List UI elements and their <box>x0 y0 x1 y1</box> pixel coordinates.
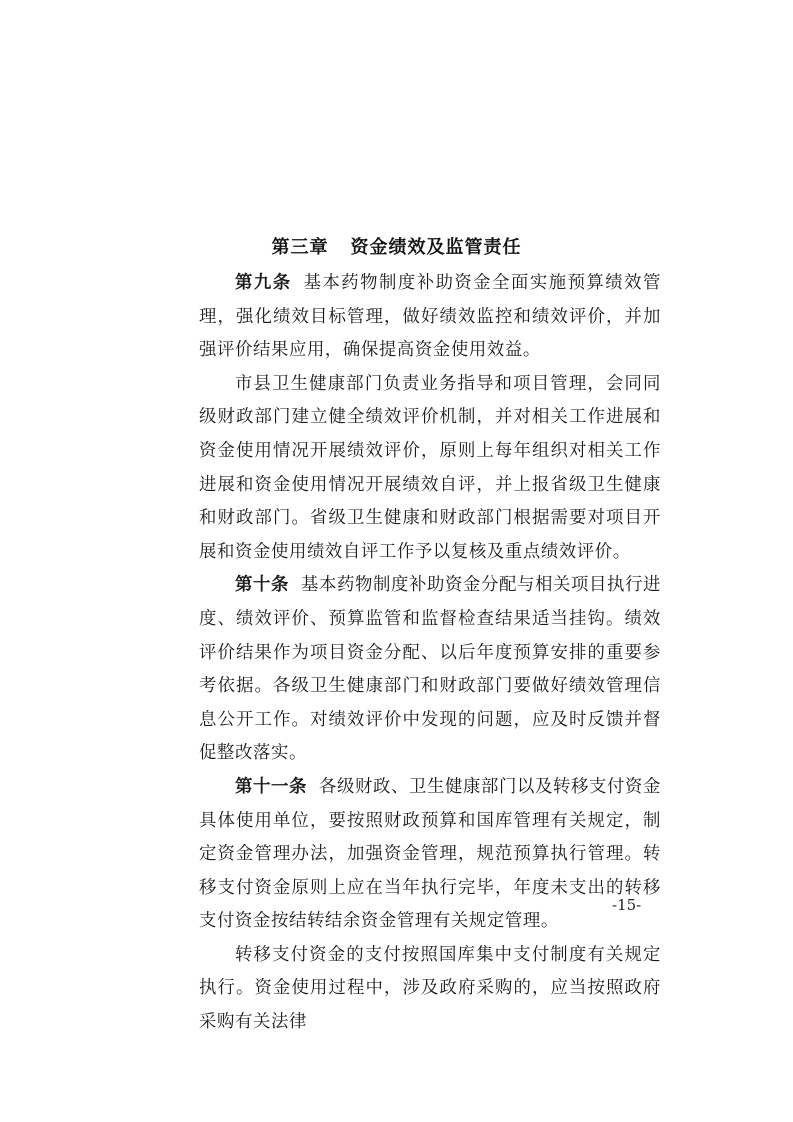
article-body <box>199 267 661 1040</box>
chapter-number: 第三章 <box>271 237 329 258</box>
paragraph-text: 基本药物制度补助资金全面实施预算绩效管理，强化绩效目标管理，做好绩效监控和绩效评价，并加强评价结果应用，确保提高资金使用效益。 <box>199 273 661 361</box>
paragraph-article-11-continued <box>199 939 661 1040</box>
paragraph-article-11 <box>199 771 661 939</box>
paragraph-article-10 <box>199 569 661 771</box>
article-label: 第十一条 <box>235 776 307 797</box>
chapter-title-text: 资金绩效及监管责任 <box>350 237 522 258</box>
paragraph-article-9-continued <box>199 368 661 570</box>
paragraph-article-9 <box>199 267 661 368</box>
paragraph-text: 转移支付资金的支付按照国库集中支付制度有关规定执行。资金使用过程中，涉及政府采购的，应当按照政府采购有关法律 <box>199 944 661 1033</box>
page-number: -15- <box>612 896 642 914</box>
paragraph-text: 基本药物制度补助资金分配与相关项目执行进度、绩效评价、预算监管和监督检查结果适当挂钩。绩效评价结果作为项目资金分配、以后年度预算安排的重要参考依据。各级卫生健康部门和财政部门要做好绩效管理信息公开工作。对绩效评价中发现的问题，应及时反馈并督促整改落实。 <box>199 575 661 764</box>
article-label: 第九条 <box>235 273 292 293</box>
chapter-heading <box>0 234 793 262</box>
paragraph-text: 市县卫生健康部门负责业务指导和项目管理，会同同级财政部门建立健全绩效评价机制，并对相关工作进展和资金使用情况开展绩效评价，原则上每年组织对相关工作进展和资金使用情况开展绩效自评，并上报省级卫生健康和财政部门。省级卫生健康和财政部门根据需要对项目开展和资金使用绩效自评工作予以复核及重点绩效评价。 <box>199 373 661 562</box>
article-label: 第十条 <box>235 575 289 596</box>
paragraph-text: 各级财政、卫生健康部门以及转移支付资金具体使用单位，要按照财政预算和国库管理有关规定，制定资金管理办法，加强资金管理，规范预算执行管理。转移支付资金原则上应在当年执行完毕，年度未支出的转移支付资金按结转结余资金管理有关规定管理。 <box>199 776 661 932</box>
